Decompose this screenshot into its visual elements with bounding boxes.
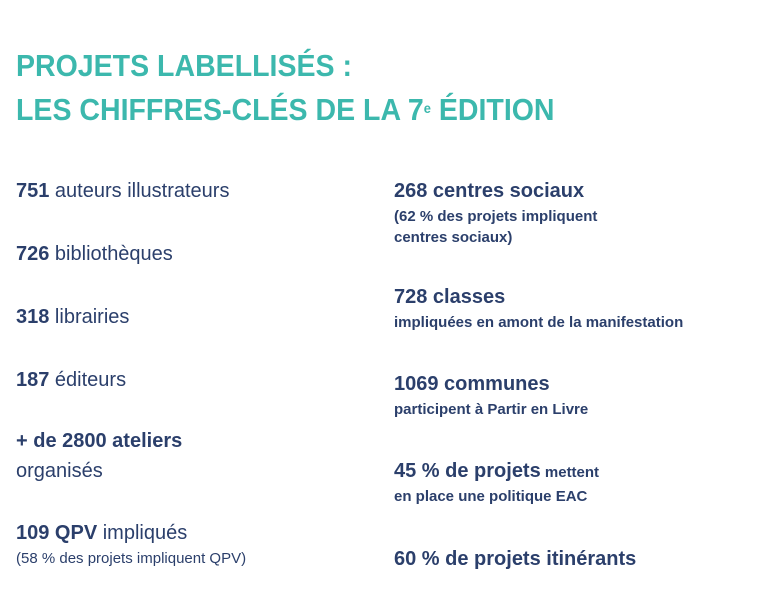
stat-libraries-number: 726 (16, 243, 50, 265)
stat-bookshops-number: 318 (16, 306, 50, 328)
stat-qpv (16, 518, 246, 569)
stat-social-centres-note-1: (62 % des projets impliquent (394, 208, 598, 225)
stat-libraries-label: bibliothèques (49, 243, 173, 265)
title-line-2 (16, 88, 555, 132)
stat-qpv-label: impliqués (97, 522, 188, 544)
stat-qpv-number: 109 QPV (16, 522, 98, 544)
stat-eac-number: 45 % de projets (394, 460, 541, 482)
stat-workshops (16, 426, 182, 486)
stat-classes (394, 282, 683, 333)
stat-publishers (16, 365, 126, 395)
title-line-2-prefix: LES CHIFFRES-CLÉS DE LA 7 (16, 92, 424, 127)
stat-libraries (16, 239, 173, 269)
stat-workshops-number: + de 2800 ateliers (16, 430, 183, 452)
stat-eac (394, 456, 599, 507)
stat-workshops-label: organisés (16, 460, 103, 482)
stat-classes-note: impliquées en amont de la manifestation (394, 314, 684, 331)
stat-bookshops-label: librairies (49, 306, 130, 328)
title-line-1: PROJETS LABELLISÉS : (16, 48, 352, 83)
stat-eac-label: mettent (540, 464, 600, 481)
stat-itinerant: 60 % de projets itinérants (394, 548, 637, 570)
stat-social-centres-note-2: centres sociaux) (394, 229, 513, 246)
stat-communes (394, 369, 588, 420)
title-line-2-suffix: ÉDITION (430, 92, 555, 127)
stat-social-centres (394, 176, 597, 248)
stat-bookshops (16, 302, 129, 332)
stat-communes-number: 1069 communes (394, 373, 550, 395)
page-title (16, 44, 555, 132)
stat-eac-note: en place une politique EAC (394, 488, 588, 505)
stat-communes-note: participent à Partir en Livre (394, 401, 589, 418)
stat-social-centres-number: 268 centres sociaux (394, 180, 585, 202)
stat-authors-label: auteurs illustrateurs (49, 180, 230, 202)
stat-publishers-number: 187 (16, 369, 50, 391)
stat-classes-number: 728 classes (394, 286, 506, 308)
stat-authors (16, 176, 229, 206)
stat-publishers-label: éditeurs (49, 369, 127, 391)
stat-qpv-note: (58 % des projets impliquent QPV) (16, 550, 247, 567)
stat-authors-number: 751 (16, 180, 50, 202)
title-line-2-sup: e (423, 100, 431, 116)
